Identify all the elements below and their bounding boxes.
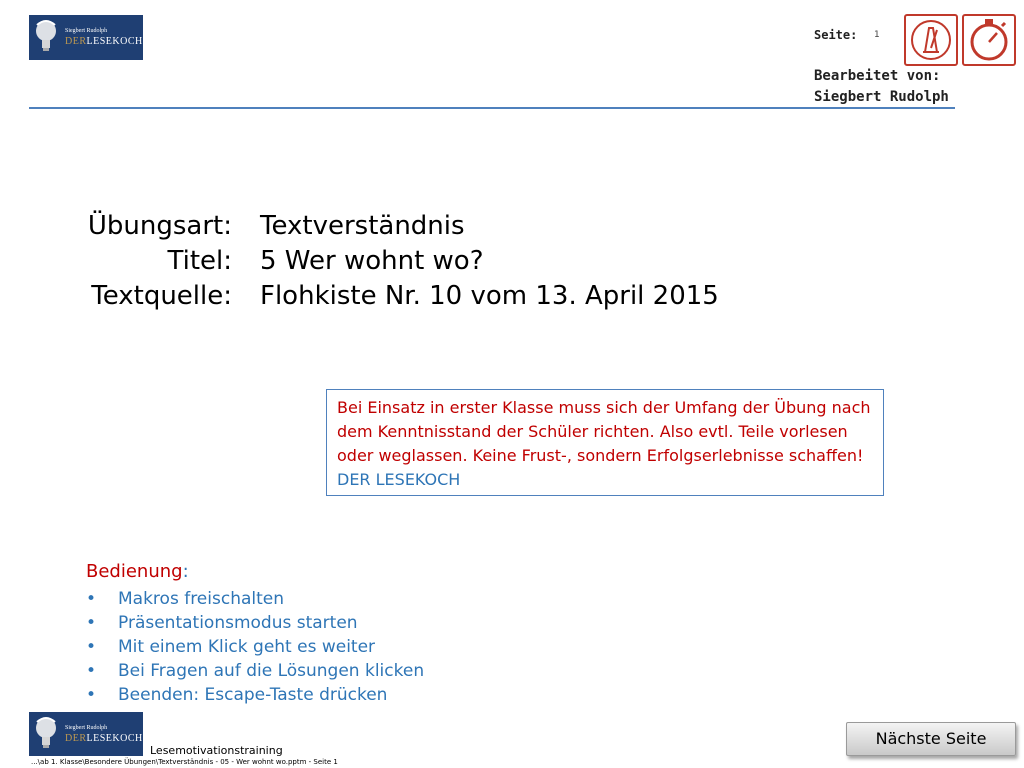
teacher-notice-box bbox=[326, 389, 884, 496]
edited-by-label: Bearbeitet von: bbox=[814, 68, 941, 84]
lesekoch-logo-footer bbox=[29, 712, 143, 756]
list-item: • Makros freischalten bbox=[86, 589, 285, 609]
edited-by bbox=[814, 66, 949, 108]
bullet: • bbox=[86, 613, 97, 633]
bullet: • bbox=[86, 637, 97, 657]
light-bulb-icon bbox=[33, 716, 61, 750]
bullet: • bbox=[86, 685, 97, 705]
notice-text: Bei Einsatz in erster Klasse muss sich der Umfang der Übung nach dem Kenntnisstand der Schüler richten. Also evtl. Teile vorlesen oder weglassen. Keine Frust-, sondern Erfolgserlebnisse schaffen! bbox=[337, 398, 871, 465]
logo-author: Siegbert Rudolph bbox=[65, 28, 108, 34]
exercise-type-value: Textverständnis bbox=[260, 211, 465, 241]
logo-brand: DERLESEKOCH bbox=[65, 733, 143, 744]
bullet: • bbox=[86, 661, 97, 681]
instructions-heading: Bedienung: bbox=[86, 561, 189, 582]
lesekoch-logo bbox=[29, 15, 143, 60]
list-item: • Mit einem Klick geht es weiter bbox=[86, 637, 376, 657]
footer-file-path: ...\ab 1. Klasse\Besondere Übungen\Textverständnis - 05 - Wer wohnt wo.pptm - Seite 1 bbox=[31, 758, 338, 766]
metronome-icon bbox=[906, 16, 956, 64]
footer-title: Lesemotivationstraining bbox=[150, 744, 283, 757]
edited-by-name: Siegbert Rudolph bbox=[814, 89, 949, 105]
metronome-button[interactable] bbox=[904, 14, 958, 66]
title-value: 5 Wer wohnt wo? bbox=[260, 246, 484, 276]
notice-signature: DER LESEKOCH bbox=[337, 470, 461, 489]
bullet: • bbox=[86, 589, 97, 609]
logo-author: Siegbert Rudolph bbox=[65, 725, 108, 731]
stopwatch-button[interactable] bbox=[962, 14, 1016, 66]
source-value: Flohkiste Nr. 10 vom 13. April 2015 bbox=[260, 281, 719, 311]
list-item: • Bei Fragen auf die Lösungen klicken bbox=[86, 661, 425, 681]
logo-brand: DERLESEKOCH bbox=[65, 36, 143, 47]
list-item: • Beenden: Escape-Taste drücken bbox=[86, 685, 388, 705]
header-divider bbox=[29, 107, 955, 109]
page-label: Seite: bbox=[814, 28, 858, 42]
page-number: 1 bbox=[874, 30, 880, 40]
source-label: Textquelle: bbox=[91, 281, 232, 311]
title-label: Titel: bbox=[167, 246, 232, 276]
instructions-list bbox=[86, 587, 424, 707]
list-item: • Präsentationsmodus starten bbox=[86, 613, 358, 633]
exercise-type-label: Übungsart: bbox=[87, 211, 232, 241]
stopwatch-icon bbox=[964, 16, 1014, 64]
light-bulb-icon bbox=[33, 19, 61, 53]
next-page-button[interactable]: Nächste Seite bbox=[846, 722, 1016, 756]
